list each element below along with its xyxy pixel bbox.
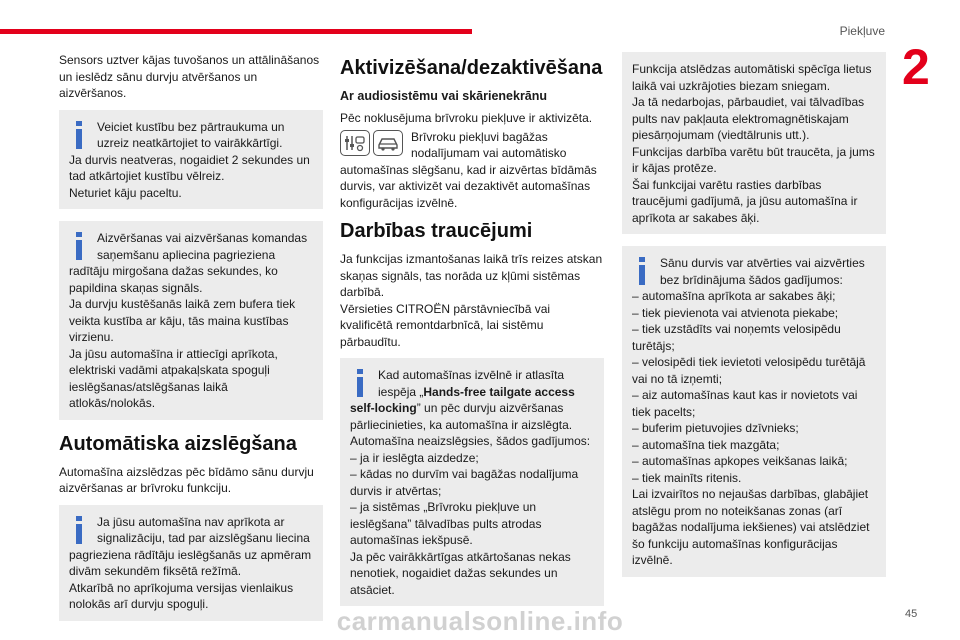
- note-line: Ja durvis neatveras, nogaidiet 2 sekundes un tad atkārtojiet kustību vēlreiz.: [69, 152, 310, 183]
- note-line: Funkcija atslēdzas automātiski spēcīga lietus laikā vai uzkrājoties biezam sniegam.: [632, 62, 872, 93]
- note-line: – buferim pietuvojies dzīvnieks;: [632, 421, 799, 435]
- note-line: Funkcijas darbība varētu būt traucēta, ja jums ir kājas protēze.: [632, 144, 875, 175]
- note-line: Ja tā nedarbojas, pārbaudiet, vai tālvadības pults nav pakļauta elektromagnētiskajam piesārņojumam (viedtālrunis utt.).: [632, 95, 865, 142]
- info-icon: [352, 369, 368, 397]
- info-note-6: [622, 246, 886, 577]
- note-line: – automašīna aprīkota ar sakabes āķi;: [632, 289, 836, 303]
- note-line: – velosipēdi tiek ievietoti velosipēdu turētājā vai no tā izņemti;: [632, 355, 866, 386]
- note-line: – kādas no durvīm vai bagāžas nodalījuma durvis ir atvērtas;: [350, 467, 579, 498]
- info-icon: [634, 257, 650, 285]
- paragraph: Vērsieties CITROËN pārstāvniecībā vai kvalificētā remontdarbnīcā, lai sistēmu pārbaudītu.: [340, 301, 551, 349]
- feature-icons: [340, 130, 403, 156]
- note-line: Neturiet kāju paceltu.: [69, 185, 182, 200]
- column-1: [59, 52, 323, 633]
- paragraph: Brīvroku piekļuvi bagāžas nodalījumam vai automātisko automašīnas slēgšanu, kad ir aizvērtas bīdāmās durvis, var aktivizēt vai dezaktivēt automašīnas konfigurācijas izvēlnē.: [340, 129, 597, 210]
- paragraph: Automašīna aizslēdzas pēc bīdāmo sānu durvju aizvēršanas ar brīvroku funkciju.: [59, 464, 314, 495]
- paragraph: Pēc noklusējuma brīvroku piekļuve ir aktivizēta.: [340, 111, 593, 125]
- note-line: Ja durvju kustēšanās laikā zem bufera tiek veikta kustība ar kāju, tās maina kustības virzienu.: [69, 297, 296, 344]
- note-line: – tiek mainīts ritenis.: [632, 470, 742, 485]
- info-note-2: [59, 221, 323, 420]
- note-text: ” un pēc durvju aizvēršanas pārliecinieties, ka automašīna ir aizslēgta.: [350, 401, 573, 432]
- heading-malfunctions: Darbības traucējumi: [340, 220, 533, 242]
- info-icon: [71, 232, 87, 260]
- watermark: carmanualsonline.info: [336, 606, 624, 636]
- note-line: – tiek pievienota vai atvienota piekabe;: [632, 305, 839, 320]
- page-number: 45: [905, 608, 918, 620]
- header-accent-bar: [0, 29, 472, 34]
- note-line: Veiciet kustību bez pārtraukuma un uzreiz neatkārtojiet to vairākkārtīgi.: [97, 119, 285, 150]
- note-line: Atkarībā no aprīkojuma versijas vienlaikus nolokās arī durvju spoguļi.: [69, 580, 294, 611]
- info-note-3: [59, 505, 323, 621]
- note-line: Sānu durvis var atvērties vai aizvērties bez brīdinājuma šādos gadījumos:: [660, 256, 865, 287]
- info-note-4: [340, 358, 604, 606]
- note-line: Ja jūsu automašīna nav aprīkota ar signalizāciju, tad par aizslēgšanu liecina pagrieziena rādītāju ieslēgšanās uz apmēram divām sekundēm fiksētā režīmā.: [69, 514, 312, 578]
- heading-automatic-locking: Automātiska aizslēgšana: [59, 432, 297, 455]
- column-3: [622, 52, 886, 589]
- section-title: Piekļuve: [839, 24, 885, 38]
- info-note-5: [622, 52, 886, 234]
- note-line: Lai izvairītos no nejaušas darbības, glabājiet atslēgu prom no noteikšanas zonas (arī bagāžas nodalījuma iekšienes) vai atslēdziet šo funkciju automašīnas konfigurācijas izvēlnē.: [632, 487, 870, 567]
- note-line: – tiek uzstādīts vai noņemts velosipēdu turētājs;: [632, 322, 841, 353]
- feature-block: [340, 129, 604, 212]
- heading-activation: Aktivizēšana/dezaktivēšana: [340, 57, 603, 79]
- subheading-audio-system: Ar audiosistēmu vai skārienekrānu: [340, 89, 548, 103]
- note-line: [350, 367, 595, 433]
- car-settings-icon: [373, 130, 403, 156]
- option-name: Hands-free tailgate access self-locking: [350, 384, 575, 415]
- note-line: – automašīna tiek mazgāta;: [632, 437, 780, 452]
- paragraph: Ja funkcijas izmantošanas laikā trīs reizes atskan skaņas signāls, tas norāda uz kļūmi sistēmas darbībā.: [340, 252, 603, 299]
- column-2: [340, 52, 604, 618]
- note-text: Kad automašīnas izvēlnē ir atlasīta iespēja „: [378, 368, 565, 399]
- note-line: – aiz automašīnas kaut kas ir novietots vai tiek pacelts;: [632, 388, 858, 419]
- info-icon: [71, 516, 87, 544]
- note-line: Ja pēc vairākkārtīgas atkārtošanas nekas nenotiek, nogaidiet dažas sekundes un atsāciet.: [350, 549, 571, 597]
- note-line: – automašīnas apkopes veikšanas laikā;: [632, 454, 848, 468]
- vehicle-settings-icon: [340, 130, 370, 156]
- chapter-number: 2: [902, 39, 930, 95]
- note-line: Automašīna neaizslēgsies, šādos gadījumos:: [350, 434, 591, 448]
- note-line: Šai funkcijai varētu rasties darbības traucējumi gadījumā, ja jūsu automašīna ir aprīkota ar sakabes āķi.: [632, 177, 858, 225]
- note-line: Aizvēršanas vai aizvēršanas komandas saņemšanu apliecina pagrieziena radītāju mirgošana dažas sekundes, ko papildina skaņas signāls.: [69, 231, 308, 295]
- note-line: – ja sistēmas „Brīvroku piekļuve un ieslēgšana” tālvadības pults atrodas automašīnas iekšpusē.: [350, 500, 542, 547]
- note-line: Ja jūsu automašīna ir attiecīgi aprīkota, elektriski vadāmi atpakaļskata spoguļi ieslēgšanas/atslēgšanas laikā atlokās/nolokās.: [69, 346, 278, 410]
- note-line: – ja ir ieslēgta aizdedze;: [350, 450, 479, 465]
- intro-paragraph: Sensors uztver kājas tuvošanos un attālināšanos un ieslēdz sānu durvju atvēršanos un aizvēršanos.: [59, 53, 320, 100]
- info-icon: [71, 121, 87, 149]
- info-note-1: [59, 110, 323, 210]
